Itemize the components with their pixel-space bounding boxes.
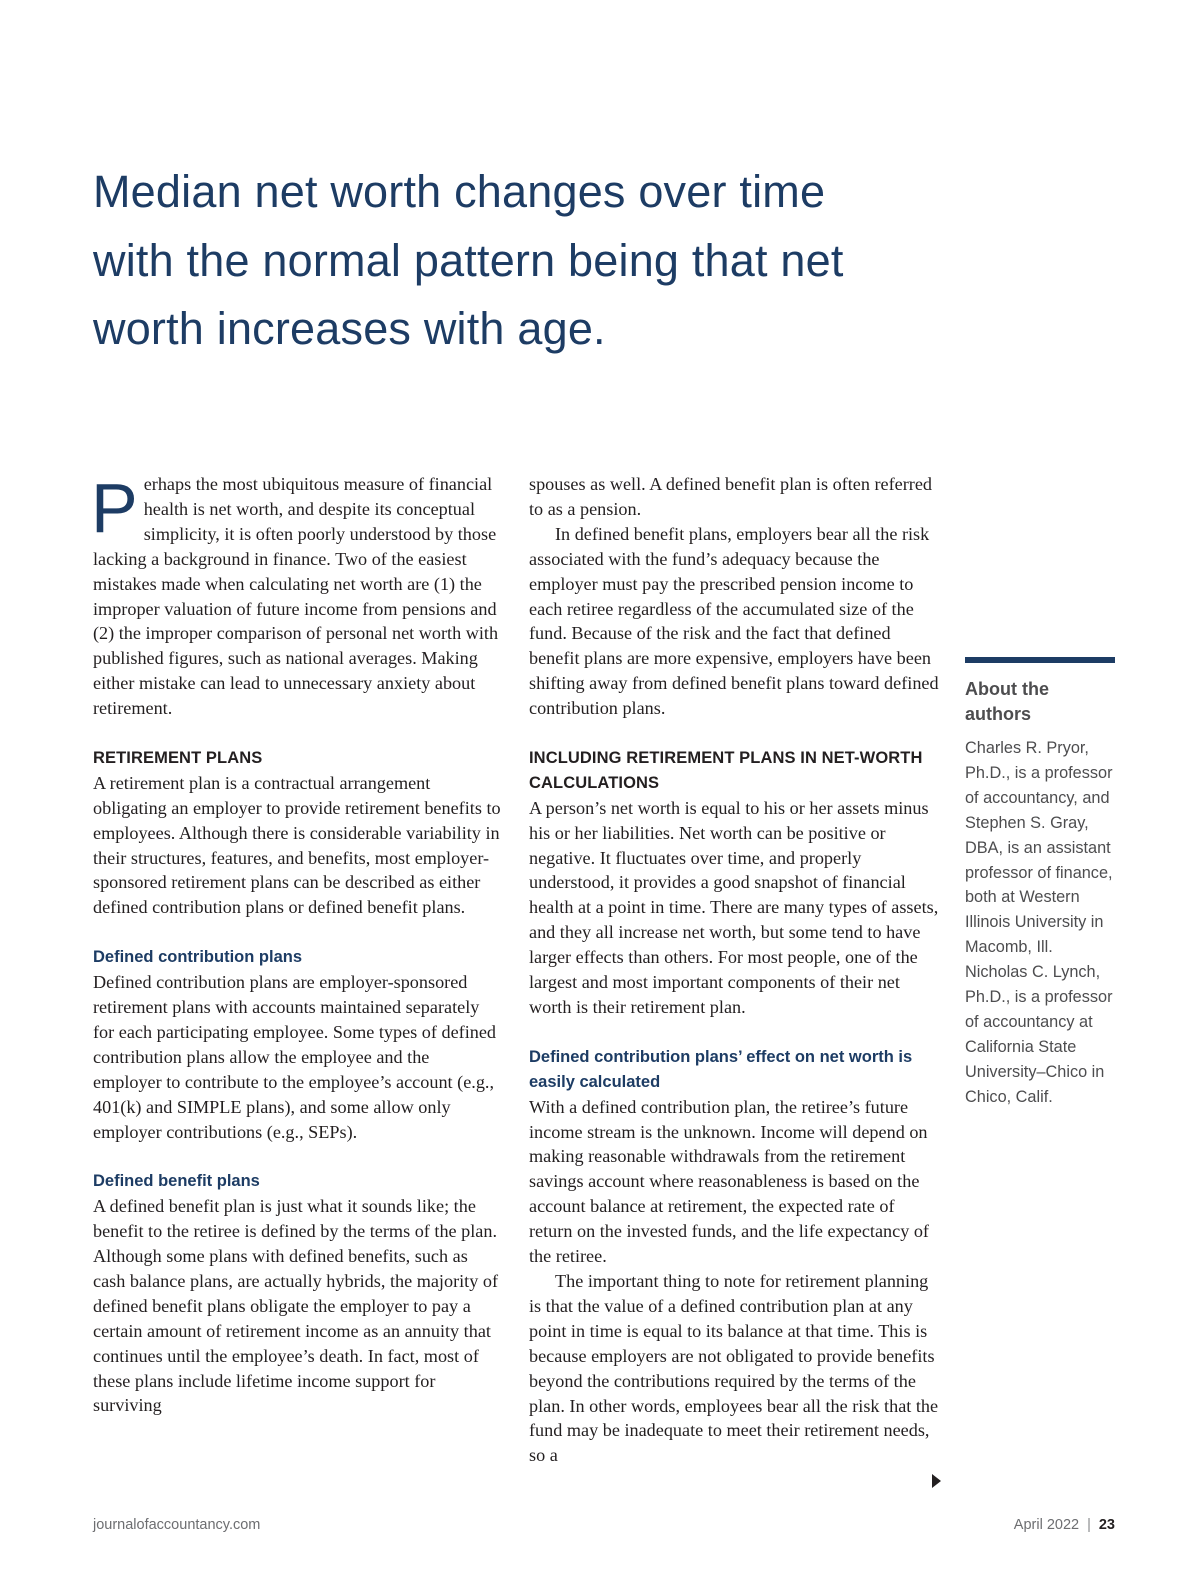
defined-contribution-paragraph: Defined contribution plans are employer-sponsored retirement plans with accounts maintained separately for each participating employee. Some types of defined contribution plans allow the employee and the employer to contribute to the employee’s account (e.g., 401(k) and SIMPLE plans), and some allow only employer contributions (e.g., SEPs). xyxy=(93,972,497,1142)
heading-including-retirement-plans: INCLUDING RETIREMENT PLANS IN NET-WORTH CALCULATIONS xyxy=(529,748,923,792)
pull-quote: Median net worth changes over time with the normal pattern being that net worth increases with age. xyxy=(93,166,844,354)
intro-paragraph xyxy=(91,469,501,721)
page-footer xyxy=(93,1517,1115,1539)
author-bio: Charles R. Pryor, Ph.D., is a professor of accountancy, and Stephen S. Gray, DBA, is an assistant professor of finance, both at Western Illinois University in Macomb, Ill. Nicholas C. Lynch, Ph.D., is a professor of accountancy at California State University–Chico in Chico, Calif. xyxy=(965,739,1113,1106)
footer-separator: | xyxy=(1087,1517,1091,1533)
risk-paragraph: In defined benefit plans, employers bear all the risk associated with the fund’s adequacy because the employer must pay the prescribed pension income to each retiree regardless of the accumulated size of the fund. Because of the risk and the fact that defined benefit plans are more expensive, employers have been shifting away from defined benefit plans toward defined contribution plans. xyxy=(529,523,939,719)
heading-defined-benefit: Defined benefit plans xyxy=(93,1172,260,1191)
retirement-plans-paragraph: A retirement plan is a contractual arrangement obligating an employer to provide retirement benefits to employees. Although there is considerable variability in their structures, features, and benefits, most employer-sponsored retirement plans can be described as either defined contribution plans or defined benefit plans. xyxy=(93,772,501,918)
continue-arrow-icon xyxy=(932,1474,941,1488)
page-number: 23 xyxy=(1098,1517,1115,1533)
article-column-2 xyxy=(529,472,939,1468)
footer-website: journalofaccountancy.com xyxy=(93,1517,261,1533)
drop-cap: P xyxy=(91,469,138,547)
net-worth-paragraph: A person’s net worth is equal to his or her assets minus his or her liabilities. Net worth can be positive or negative. It fluctuates over time, and properly understood, it provides a good snapshot of financial health at a point in time. There are many types of assets, and they all increase net worth, but some tend to have larger effects than others. For most people, one of the largest and most important components of their net worth is their retirement plan. xyxy=(529,797,939,1018)
footer-issue-date: April 2022 xyxy=(1013,1517,1080,1533)
dc-effect-paragraph: With a defined contribution plan, the retiree’s future income stream is the unknown. Income will depend on making reasonable withdrawals from the retirement savings account where reasonableness is based on the account balance at retirement, the expected rate of return on the invested funds, and the life expectancy of the retiree. xyxy=(529,1096,929,1267)
defined-benefit-paragraph: A defined benefit plan is just what it sounds like; the benefit to the retiree is defined by the terms of the plan. Although some plans with defined benefits, such as cash balance plans, are actually hybrids, the majority of defined benefit plans obligate the employer to pay a certain amount of retirement income as an annuity that continues until the employee’s death. In fact, most of these plans include lifetime income support for surviving xyxy=(93,1196,499,1416)
sidebar-title: About the authors xyxy=(965,679,1049,724)
heading-defined-contribution: Defined contribution plans xyxy=(93,948,302,967)
article-column-1 xyxy=(91,469,501,1418)
continued-paragraph: spouses as well. A defined benefit plan is often referred to as a pension. xyxy=(529,474,933,519)
intro-text: erhaps the most ubiquitous measure of financial health is net worth, and despite its conceptual simplicity, it is often poorly understood by those lacking a background in finance. Two of the easiest mistakes made when calculating net worth are (1) the improper valuation of future income from pensions and (2) the improper comparison of personal net worth with published figures, such as national averages. Making either mistake can lead to unnecessary anxiety about retirement. xyxy=(93,474,499,719)
important-paragraph: The important thing to note for retirement planning is that the value of a defined contribution plan at any point in time is equal to its balance at that time. This is because employers are not obligated to provide benefits beyond the contributions required by the terms of the plan. In other words, employees bear all the risk that the fund may be inadequate to meet their retirement needs, so a xyxy=(529,1270,939,1466)
heading-retirement-plans: RETIREMENT PLANS xyxy=(93,748,263,767)
footer-right xyxy=(1014,1517,1115,1533)
about-authors-sidebar xyxy=(965,657,1115,1110)
heading-dc-effect: Defined contribution plans’ effect on net worth is easily calculated xyxy=(529,1047,913,1091)
